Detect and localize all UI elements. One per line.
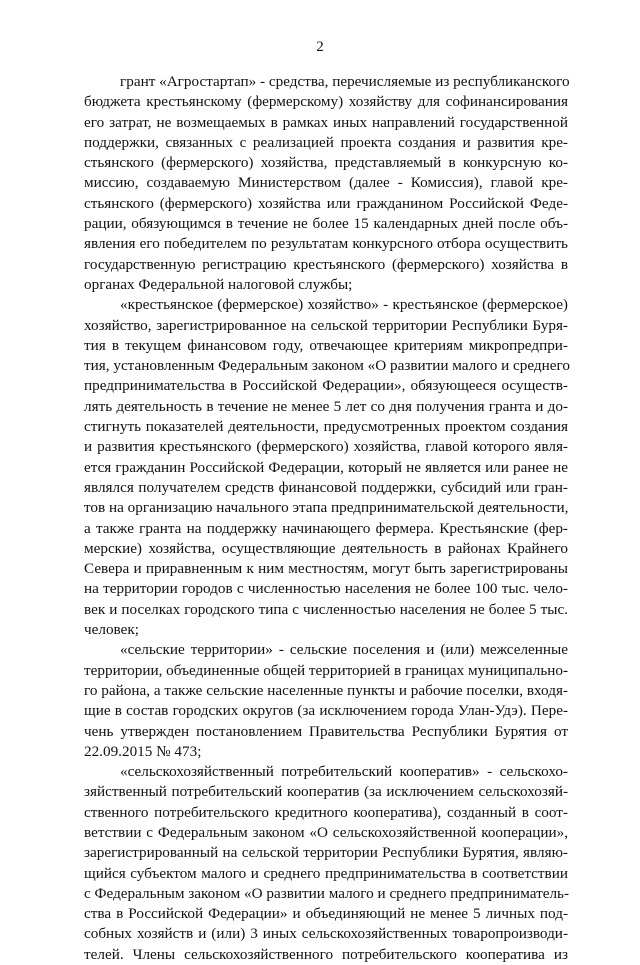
text-line: чень утвержден постановлением Правительства Республики Бурятия от [84,722,568,740]
text-line: хозяйство, зарегистрированное на сельской территории Республики Буря- [84,316,568,334]
text-line: мерские) хозяйства, осуществляющие деятельность в районах Крайнего [84,539,568,557]
text-line: лять деятельность в течение не менее 5 лет со дня получения гранта и до- [84,397,568,415]
text-line: «сельские территории» - сельские поселения и (или) межселенные [120,641,568,659]
text-line: тия в текущем финансовом году, отвечающее критериям микропредпри- [84,336,568,354]
text-line: поддержки, связанных с реализацией проекта создания и развития кре- [84,133,568,151]
text-line: явления его победителем по результатам конкурсного отбора осуществить [84,235,568,253]
text-line: 22.09.2015 № 473; [84,742,202,760]
page-number: 2 [316,39,324,55]
text-line: человек; [84,621,139,639]
text-line: бюджета крестьянскому (фермерскому) хозяйству для софинансирования [84,93,568,111]
text-line: и развития крестьянского (фермерского) хозяйства, главой которого явля- [84,438,568,456]
text-line: стигнуть показателей деятельности, предусмотренных проектом создания [84,418,568,436]
text-line: грант «Агростартап» - средства, перечисляемые из республиканского [120,73,570,90]
body-text [84,72,568,965]
text-line: на территории городов с численностью населения не более 100 тыс. чело- [84,580,568,598]
text-line: ственного потребительского кредитного кооператива), созданный в соот- [84,803,568,821]
text-line: ства в Российской Федерации» и объединяющий не менее 5 личных под- [84,905,568,923]
text-line: зяйственный потребительский кооператив (за исключением сельскохозяй- [84,783,568,801]
text-line: щийся субъектом малого и среднего предпринимательства в соответствии [84,864,568,882]
text-line: стьянского (фермерского) хозяйства, представляемый в конкурсную ко- [84,154,568,172]
text-line: Севера и приравненным к ним местностям, могут быть зарегистрированы [84,560,568,578]
text-line: го района, а также сельские населенные пункты и рабочие поселки, входя- [84,681,568,699]
text-line: его затрат, не возмещаемых в рамках иных направлений государственной [84,113,568,131]
text-line: рации, обязующимся в течение не более 15 календарных дней после объ- [84,215,568,233]
text-line: с Федеральным законом «О развитии малого и среднего предприниматель- [84,884,570,902]
text-line: предпринимательства в Российской Федерации», обязующееся осуществ- [84,377,568,395]
text-line: телей. Члены сельскохозяйственного потребительского кооператива из [84,945,568,963]
text-line: являлся получателем средств финансовой поддержки, субсидий или гран- [84,478,568,496]
text-line: собных хозяйств и (или) 3 иных сельскохозяйственных товаропроизводи- [84,925,568,943]
text-line: государственную регистрацию крестьянского (фермерского) хозяйства в [84,255,568,273]
text-line: а также гранта на поддержку начинающего фермера. Крестьянские (фер- [84,519,568,537]
text-line: стьянского (фермерского) хозяйства или гражданином Российской Феде- [84,194,568,212]
text-line: щие в состав городских округов (за исключением города Улан-Удэ). Пере- [84,702,568,720]
text-line: зарегистрированный на сельской территории Республики Бурятия, являю- [84,844,568,862]
text-line: тов на организацию начального этапа предпринимательской деятельности, [84,499,569,517]
text-line: век и поселках городского типа с численностью населения не более 5 тыс. [84,600,568,618]
text-line: «сельскохозяйственный потребительский кооператив» - сельскохо- [120,763,568,781]
text-line: органах Федеральной налоговой службы; [84,275,353,293]
text-line: ветствии с Федеральным законом «О сельскохозяйственной кооперации», [84,823,568,841]
text-line: тия, установленным Федеральным законом «О развитии малого и среднего [84,357,570,375]
text-line: ется гражданин Российской Федерации, который не является или ранее не [84,458,568,476]
text-line: миссию, создаваемую Министерством (далее - Комиссия), главой кре- [84,174,568,192]
text-line: территории, объединенные общей территорией в границах муниципально- [84,661,569,679]
text-line: «крестьянское (фермерское) хозяйство» - крестьянское (фермерское) [120,296,568,314]
